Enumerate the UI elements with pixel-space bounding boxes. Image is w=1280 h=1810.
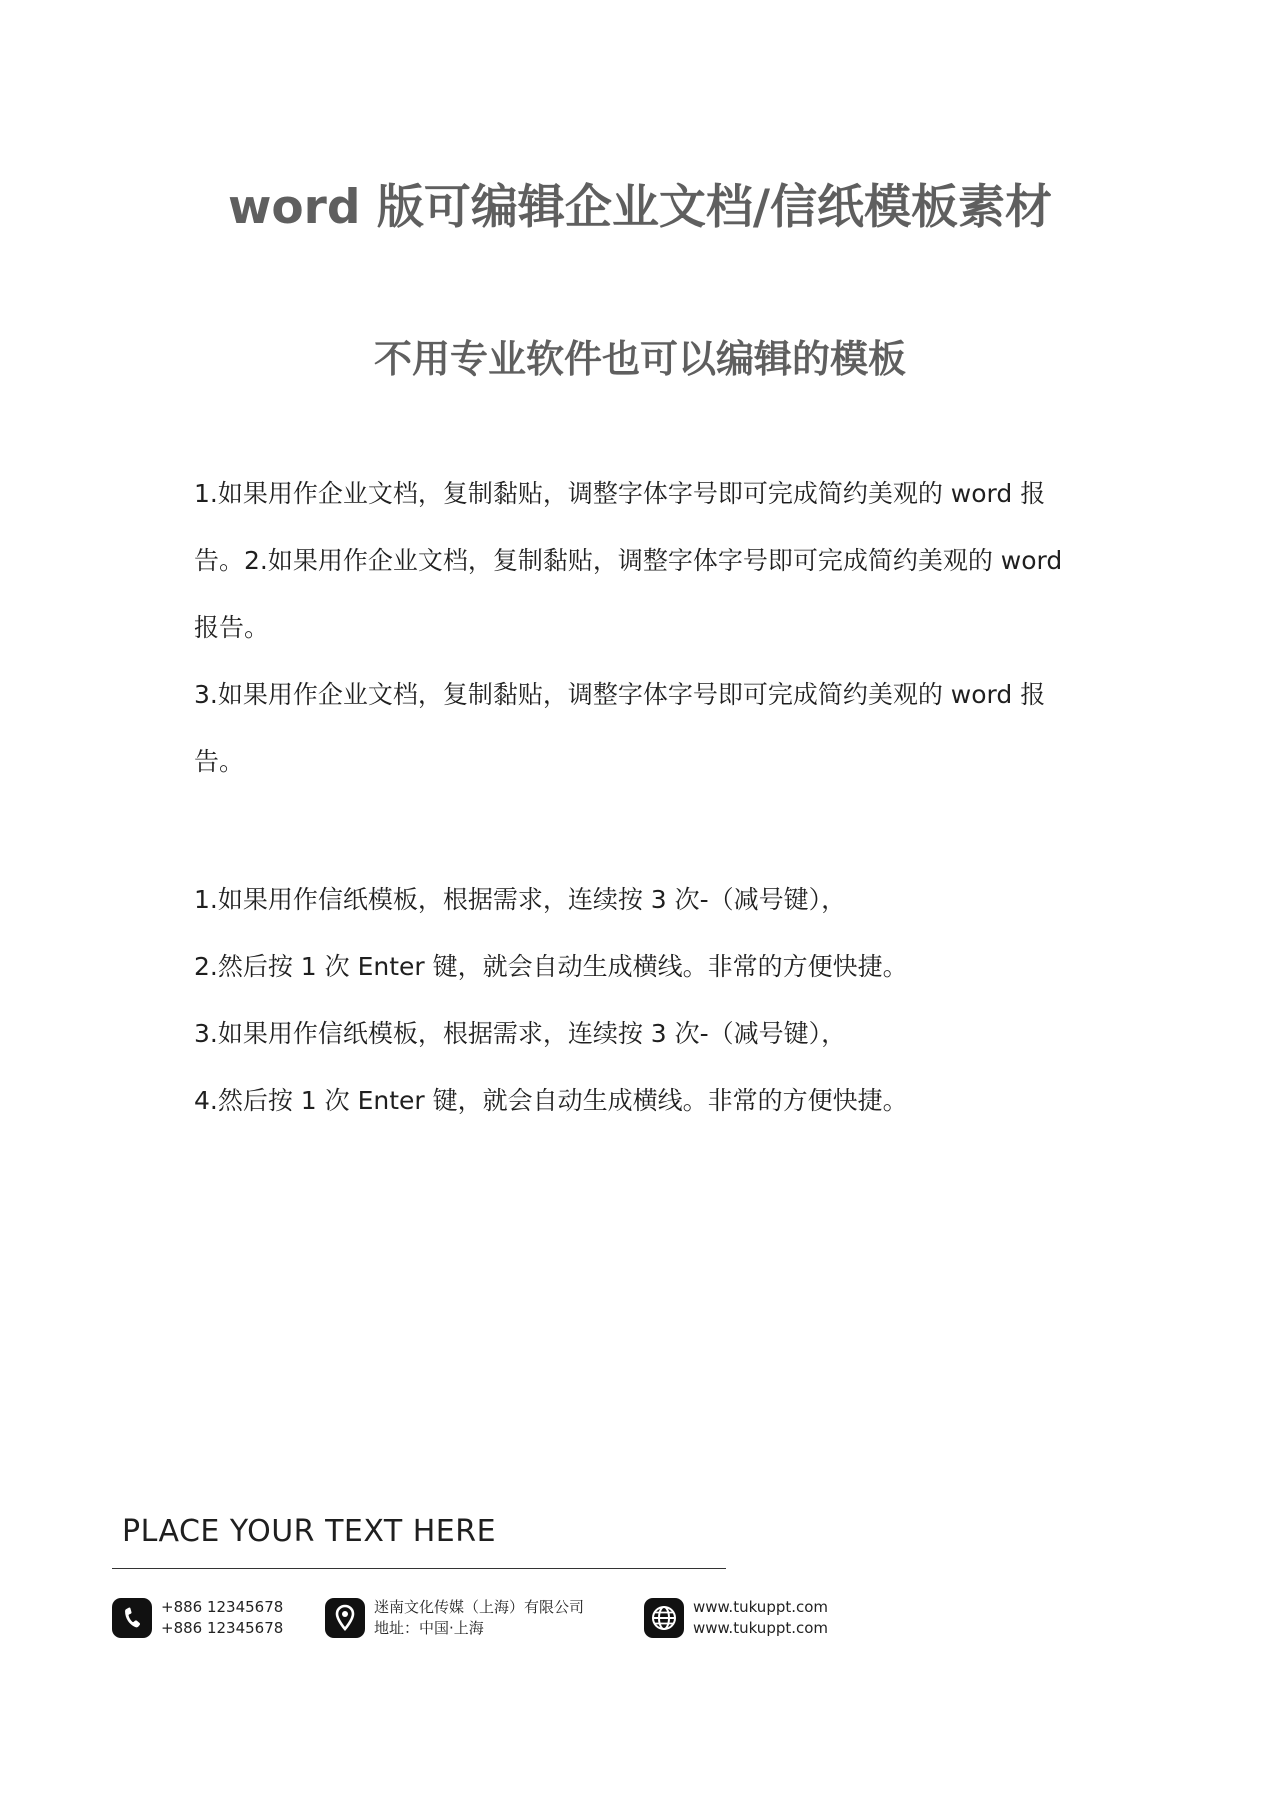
footer-contact-phone xyxy=(112,1596,283,1640)
page-subtitle: 不用专业软件也可以编辑的模板 xyxy=(373,337,906,381)
footer-contact-website xyxy=(644,1596,828,1640)
footer-divider xyxy=(112,1568,726,1569)
phone-icon xyxy=(112,1598,152,1638)
website-url-2: www.tukuppt.com xyxy=(693,1619,829,1637)
footer-contact-address xyxy=(325,1596,584,1640)
phone-number-1: +886 12345678 xyxy=(161,1598,284,1616)
section-2-line-1: 1.如果用作信纸模板，根据需求，连续按 3 次-（减号键）， xyxy=(194,885,847,914)
location-pin-icon xyxy=(325,1598,365,1638)
address-lines xyxy=(374,1597,584,1639)
globe-icon xyxy=(644,1598,684,1638)
section-2-line-4: 4.然后按 1 次 Enter 键，就会自动生成横线。非常的方便快捷。 xyxy=(194,1086,908,1115)
company-name: 迷南文化传媒（上海）有限公司 xyxy=(374,1598,585,1616)
company-address: 地址：中国·上海 xyxy=(374,1619,484,1637)
section-2-line-3: 3.如果用作信纸模板，根据需求，连续按 3 次-（减号键）， xyxy=(194,1019,847,1048)
website-lines xyxy=(693,1597,828,1639)
website-url-1: www.tukuppt.com xyxy=(693,1598,829,1616)
document-section-2 xyxy=(194,866,1094,1134)
document-section-1 xyxy=(194,460,1094,795)
section-2-line-2: 2.然后按 1 次 Enter 键，就会自动生成横线。非常的方便快捷。 xyxy=(194,952,908,981)
footer-heading: PLACE YOUR TEXT HERE xyxy=(122,1514,497,1549)
section-1-paragraph-2: 3.如果用作企业文档，复制黏贴，调整字体字号即可完成简约美观的 word 报告。 xyxy=(194,680,1046,776)
page-title: word 版可编辑企业文档/信纸模板素材 xyxy=(227,180,1053,235)
phone-number-2: +886 12345678 xyxy=(161,1619,284,1637)
section-1-paragraph-1: 1.如果用作企业文档，复制黏贴，调整字体字号即可完成简约美观的 word 报告。2.如果用作企业文档，复制黏贴，调整字体字号即可完成简约美观的 word 报告。 xyxy=(194,479,1063,642)
phone-lines xyxy=(161,1597,283,1639)
